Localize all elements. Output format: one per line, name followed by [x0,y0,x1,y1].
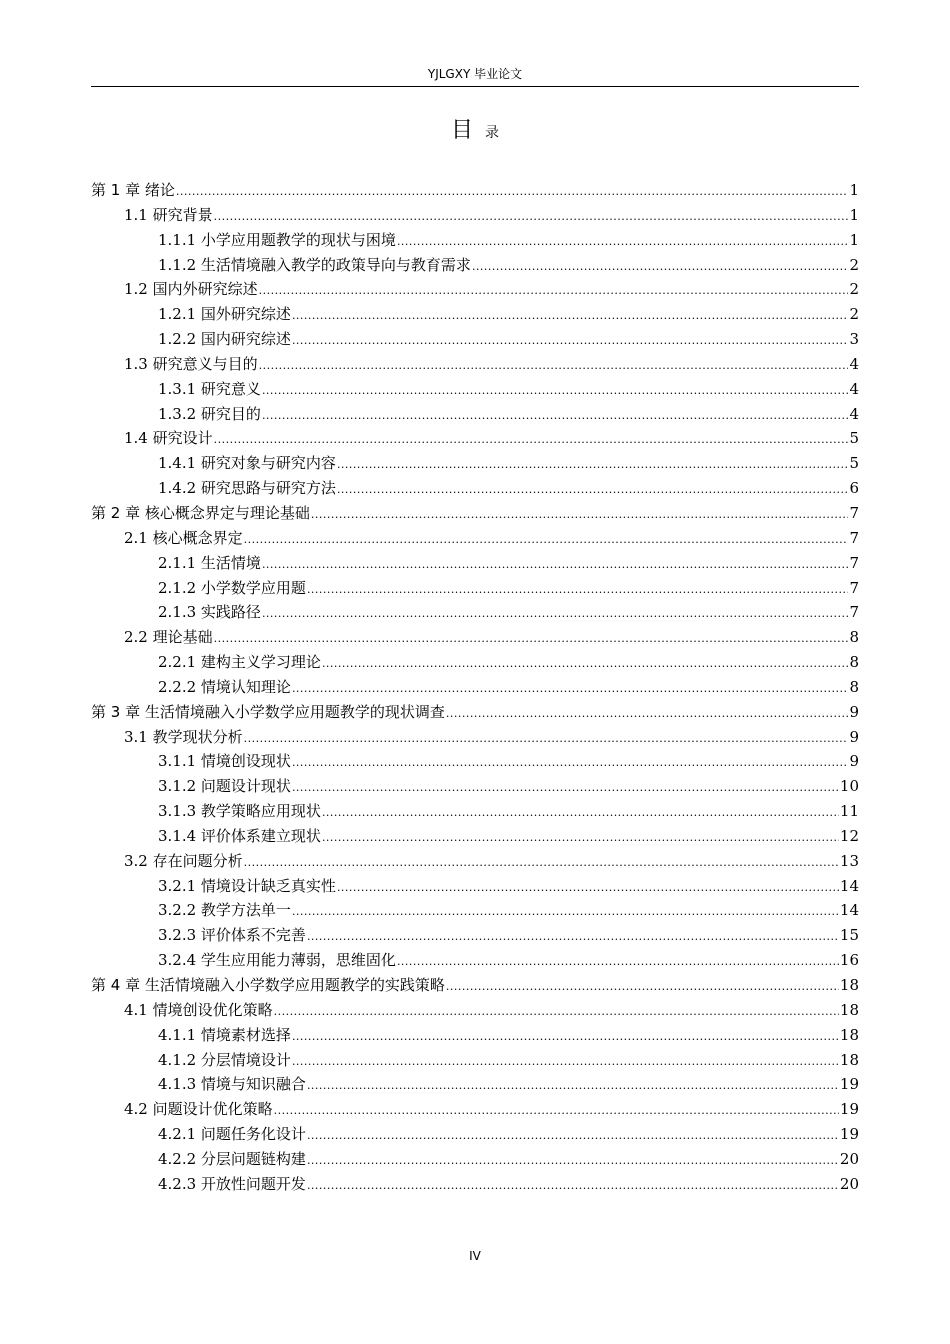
toc-leader-dots [337,876,839,901]
toc-leader-dots [292,776,839,801]
toc-entry-page: 14 [839,901,859,920]
toc-entry-title: 第 2 章 核心概念界定与理论基础 [91,503,310,522]
toc-entry-page: 8 [849,628,859,647]
toc-entry-title: 3.2.1 情境设计缺乏真实性 [158,876,336,895]
toc-entry[interactable] [91,526,859,551]
toc-entry-page: 7 [849,503,859,522]
toc-entry-title: 3.1.1 情境创设现状 [158,752,291,771]
toc-entry[interactable] [91,277,859,302]
toc-entry-page: 16 [839,951,859,970]
toc-entry[interactable] [91,253,859,278]
toc-entry-title: 4.2.1 问题任务化设计 [158,1125,306,1144]
toc-entry-page: 1 [849,181,859,199]
toc-entry[interactable] [91,228,859,253]
toc-entry-page: 4 [849,404,859,423]
toc-leader-dots [292,1050,839,1075]
toc-entry-title: 第 1 章 绪论 [91,181,175,199]
toc-leader-dots [274,1000,839,1025]
toc-leader-dots [292,329,849,354]
toc-entry[interactable] [91,1048,859,1073]
toc-leader-dots [259,279,849,304]
toc-entry-title: 2.1.1 生活情境 [158,553,261,572]
toc-title [0,116,950,148]
toc-entry-page: 9 [849,727,859,746]
page-header: YJLGXY 毕业论文 [427,67,523,81]
toc-leader-dots [307,578,849,603]
toc-leader-dots [337,478,849,503]
toc-entry-title: 2.2 理论基础 [124,628,213,647]
toc-entry[interactable] [91,923,859,948]
toc-entry[interactable] [91,576,859,601]
toc-entry-title: 3.1.4 评价体系建立现状 [158,826,321,845]
toc-entry-title: 1.4.1 研究对象与研究内容 [158,454,336,473]
toc-leader-dots [262,404,849,429]
toc-entry[interactable] [91,749,859,774]
page-number: IV [469,1249,481,1263]
toc-leader-dots [322,826,839,851]
toc-entry[interactable] [91,476,859,501]
toc-entry-page: 7 [849,553,859,572]
toc-entry[interactable] [91,725,859,750]
toc-leader-dots [176,180,849,205]
toc-entry-title: 3.2.2 教学方法单一 [158,901,291,920]
toc-entry-page: 11 [839,802,859,821]
toc-entry[interactable] [91,551,859,576]
toc-leader-dots [292,900,839,925]
toc-entry-page: 12 [839,826,859,845]
toc-entry-title: 3.1 教学现状分析 [124,727,243,746]
toc-entry-page: 19 [839,1125,859,1144]
toc-entry-title: 4.2.3 开放性问题开发 [158,1174,306,1193]
toc-entry-page: 7 [849,528,859,547]
toc-entry-title: 第 4 章 生活情境融入小学数学应用题教学的实践策略 [91,976,445,994]
toc-entry-page: 9 [849,702,859,721]
toc-entry[interactable] [91,178,859,203]
toc-entry-title: 2.1.3 实践路径 [158,603,261,622]
toc-entry-title: 3.2.3 评价体系不完善 [158,926,306,945]
toc-entry-page: 18 [839,1050,859,1069]
toc-entry[interactable] [91,1023,859,1048]
table-of-contents [91,178,859,1197]
toc-entry[interactable] [91,849,859,874]
toc-entry[interactable] [91,426,859,451]
toc-entry-title: 1.1 研究背景 [124,205,213,224]
toc-entry-page: 7 [849,578,859,597]
toc-entry-title: 1.4.2 研究思路与研究方法 [158,479,336,498]
toc-entry-page: 5 [849,454,859,473]
toc-entry-page: 2 [849,280,859,299]
toc-title-main: 目 [450,118,473,143]
toc-leader-dots [322,652,849,677]
toc-leader-dots [472,255,849,280]
toc-entry-title: 2.2.2 情境认知理论 [158,677,291,696]
toc-entry-page: 1 [849,205,859,224]
toc-entry-title: 1.1.2 生活情境融入教学的政策导向与教育需求 [158,255,471,274]
toc-entry-title: 1.2 国内外研究综述 [124,280,258,299]
toc-entry-page: 4 [849,379,859,398]
toc-leader-dots [307,1074,839,1099]
toc-leader-dots [292,304,849,329]
toc-entry[interactable] [91,1172,859,1197]
toc-entry-title: 4.1.1 情境素材选择 [158,1025,291,1044]
toc-entry[interactable] [91,625,859,650]
toc-leader-dots [322,801,839,826]
toc-entry-title: 2.2.1 建构主义学习理论 [158,653,321,672]
toc-entry-page: 8 [849,653,859,672]
toc-entry-title: 2.1 核心概念界定 [124,528,243,547]
toc-entry-page: 6 [849,479,859,498]
toc-entry[interactable] [91,774,859,799]
toc-entry-title: 4.1.3 情境与知识融合 [158,1075,306,1094]
toc-leader-dots [397,230,849,255]
toc-leader-dots [292,1025,839,1050]
toc-entry-page: 2 [849,255,859,274]
toc-entry[interactable] [91,948,859,973]
toc-leader-dots [274,1099,839,1124]
toc-entry[interactable] [91,1147,859,1172]
toc-entry[interactable] [91,352,859,377]
toc-entry-page: 18 [839,1025,859,1044]
toc-entry-title: 4.1.2 分层情境设计 [158,1050,291,1069]
toc-leader-dots [292,751,849,776]
toc-entry[interactable] [91,327,859,352]
toc-entry[interactable] [91,998,859,1023]
toc-entry[interactable] [91,402,859,427]
toc-leader-dots [446,975,839,1000]
toc-entry[interactable] [91,1072,859,1097]
toc-leader-dots [307,1174,839,1199]
toc-entry-title: 4.2 问题设计优化策略 [124,1100,273,1119]
toc-entry-page: 9 [849,752,859,771]
toc-entry-page: 20 [839,1149,859,1168]
toc-entry[interactable] [91,501,859,526]
toc-entry[interactable] [91,874,859,899]
toc-leader-dots [214,205,849,230]
toc-leader-dots [259,354,849,379]
toc-entry[interactable] [91,203,859,228]
toc-entry[interactable] [91,675,859,700]
toc-leader-dots [292,677,849,702]
toc-leader-dots [337,453,849,478]
toc-entry-page: 15 [839,926,859,945]
toc-entry-page: 14 [839,876,859,895]
toc-entry-title: 3.1.2 问题设计现状 [158,777,291,796]
toc-entry[interactable] [91,377,859,402]
toc-leader-dots [446,702,849,727]
toc-entry-title: 2.1.2 小学数学应用题 [158,578,306,597]
toc-entry[interactable] [91,650,859,675]
toc-entry[interactable] [91,451,859,476]
toc-entry-title: 1.4 研究设计 [124,429,213,448]
toc-entry-title: 1.2.1 国外研究综述 [158,305,291,324]
toc-entry[interactable] [91,824,859,849]
toc-leader-dots [307,1149,839,1174]
toc-entry-title: 1.3.1 研究意义 [158,379,261,398]
toc-entry-page: 3 [849,330,859,349]
toc-entry[interactable] [91,1122,859,1147]
toc-entry[interactable] [91,600,859,625]
toc-leader-dots [311,503,849,528]
toc-entry-page: 8 [849,677,859,696]
toc-entry-page: 5 [849,429,859,448]
toc-entry-title: 1.1.1 小学应用题教学的现状与困境 [158,230,396,249]
toc-entry[interactable] [91,898,859,923]
toc-leader-dots [307,925,839,950]
toc-entry-page: 2 [849,305,859,324]
toc-entry-title: 1.3.2 研究目的 [158,404,261,423]
toc-entry[interactable] [91,973,859,998]
toc-entry-title: 3.1.3 教学策略应用现状 [158,802,321,821]
toc-entry-page: 10 [839,777,859,796]
toc-leader-dots [244,727,849,752]
toc-entry-page: 19 [839,1075,859,1094]
toc-entry[interactable] [91,700,859,725]
toc-entry-title: 4.2.2 分层问题链构建 [158,1149,306,1168]
toc-entry-page: 18 [839,976,859,994]
toc-leader-dots [214,627,849,652]
toc-leader-dots [244,528,849,553]
toc-leader-dots [262,379,849,404]
toc-entry-page: 20 [839,1174,859,1193]
toc-entry-title: 1.3 研究意义与目的 [124,354,258,373]
toc-leader-dots [244,851,839,876]
toc-leader-dots [262,602,849,627]
toc-entry-page: 13 [839,851,859,870]
toc-entry-title: 4.1 情境创设优化策略 [124,1000,273,1019]
toc-entry[interactable] [91,302,859,327]
toc-title-sub: 录 [485,125,499,141]
toc-entry-title: 第 3 章 生活情境融入小学数学应用题教学的现状调查 [91,702,445,721]
toc-entry-page: 18 [839,1000,859,1019]
toc-leader-dots [214,428,849,453]
toc-entry[interactable] [91,1097,859,1122]
toc-leader-dots [307,1124,839,1149]
header-rule [91,86,859,87]
toc-entry-page: 19 [839,1100,859,1119]
toc-entry-page: 1 [849,230,859,249]
toc-entry-title: 1.2.2 国内研究综述 [158,330,291,349]
toc-leader-dots [397,950,839,975]
toc-entry-title: 3.2 存在问题分析 [124,851,243,870]
toc-entry-page: 7 [849,603,859,622]
toc-entry-page: 4 [849,354,859,373]
toc-leader-dots [262,553,849,578]
toc-entry[interactable] [91,799,859,824]
toc-entry-title: 3.2.4 学生应用能力薄弱，思维固化 [158,951,396,970]
